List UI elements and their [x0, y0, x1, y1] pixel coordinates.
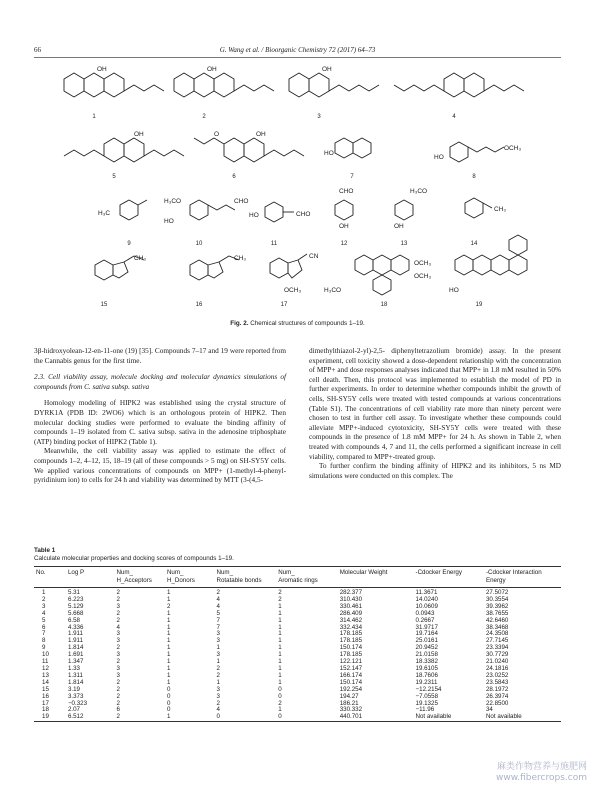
- table-cell: 15: [42, 685, 49, 693]
- table-cell: 10: [42, 651, 49, 659]
- table-header-cell: -Cdocker Interaction Energy: [485, 569, 542, 584]
- table-row: [34, 618, 561, 625]
- table-cell: 4: [116, 623, 120, 631]
- table-cell: 3: [42, 602, 46, 610]
- table-cell: 1: [278, 616, 282, 624]
- table-cell: 2: [278, 589, 282, 596]
- table-cell: 0: [278, 685, 282, 693]
- svg-text:HO: HO: [449, 287, 459, 294]
- table-cell: 21.0240: [485, 658, 509, 666]
- table-cell: 1: [166, 678, 171, 686]
- table-cell: 6: [116, 706, 120, 714]
- table-cell: 18.3382: [415, 658, 438, 666]
- table-cell: 6: [42, 623, 46, 631]
- table-cell: Not available: [485, 713, 522, 721]
- table-header-cell: Log P: [67, 569, 85, 576]
- table-cell: 2: [116, 658, 120, 666]
- table-cell: 2: [116, 595, 120, 603]
- table-cell: 3: [116, 651, 120, 659]
- table-cell: 24.1816: [485, 664, 509, 672]
- table-cell: 150.174: [339, 678, 363, 686]
- left-text-column: [34, 347, 286, 486]
- table-cell: 166.174: [339, 671, 363, 679]
- table-row: [34, 659, 561, 666]
- table-cell: 0: [166, 692, 171, 700]
- table-cell: 6.512: [67, 713, 84, 721]
- table-cell: 34: [485, 706, 493, 714]
- table-cell: 2: [116, 589, 120, 596]
- table-row: [34, 666, 561, 673]
- table-cell: 31.9717: [415, 623, 438, 631]
- table-cell: 1: [278, 623, 282, 631]
- table-cell: 178.185: [339, 637, 363, 645]
- table-cell: 1: [166, 671, 171, 679]
- table-cell: 1: [278, 664, 282, 672]
- figure-caption-label: Fig. 2.: [230, 320, 249, 327]
- svg-text:H₃CO: H₃CO: [410, 188, 428, 195]
- compound-number-label: 4: [452, 114, 456, 120]
- table-cell: 1: [278, 671, 282, 679]
- table-cell: 25.0161: [415, 637, 438, 645]
- table-header-cell: Num_ Rotatable bonds: [216, 569, 262, 584]
- paragraph: 3β-hidroxyolean-12-en-11-one (19) [35]. Compounds 7–17 and 19 were reported from the Cannabis genus for the first time.: [34, 347, 286, 365]
- table-row: [34, 611, 561, 618]
- table-row: [34, 714, 561, 721]
- table-cell: 2.07: [67, 706, 80, 714]
- paragraph: Meanwhile, the cell viability assay was applied to estimate the effect of compounds 1–2, 4–12, 15, 18–19 (all of these compounds > 5 mg) on SH-SY5Y cells. We applied various concentrations of compounds on MPP+ (1-methyl-4-phenyl-pyridinium ion) to cells for 24 h and viability was determined by MTT (3-(4,5-: [34, 447, 286, 485]
- right-text-column: [309, 347, 561, 481]
- table-row: [34, 638, 561, 645]
- table-cell: 0: [278, 692, 282, 700]
- svg-text:CH₃: CH₃: [494, 206, 507, 213]
- table-cell: 2: [278, 699, 282, 707]
- table-cell: 2: [166, 602, 171, 610]
- svg-text:OH: OH: [256, 131, 266, 138]
- svg-text:CHO: CHO: [339, 188, 354, 195]
- table-cell: 38.3468: [485, 623, 509, 631]
- table-cell: 178.185: [339, 651, 363, 659]
- table-cell: 1: [278, 651, 282, 659]
- table-cell: 3: [216, 630, 220, 638]
- table-cell: 1: [278, 644, 282, 652]
- table-cell: 3: [116, 630, 120, 638]
- table-cell: 5.129: [67, 602, 84, 610]
- table-cell: 12: [42, 664, 49, 672]
- svg-text:CHO: CHO: [296, 211, 311, 218]
- table-cell: 1: [166, 637, 171, 645]
- table-cell: 18.7606: [415, 671, 438, 679]
- svg-text:HO: HO: [324, 150, 334, 157]
- table-cell: 1.311: [67, 671, 83, 679]
- table-cell: 1: [278, 630, 282, 638]
- compound-number-label: 15: [100, 302, 108, 308]
- table-title: Table 1: [34, 547, 56, 554]
- table-header-row: [34, 567, 561, 588]
- table-row: [34, 645, 561, 652]
- compound-number-label: 12: [340, 241, 348, 247]
- compound-number-label: 3: [317, 114, 321, 120]
- table-cell: 5: [42, 616, 46, 624]
- table-cell: Not available: [415, 713, 452, 721]
- table-cell: 2: [116, 713, 120, 721]
- table-cell: 4: [216, 602, 220, 610]
- table-cell: 26.3974: [485, 692, 509, 700]
- svg-text:CH₃: CH₃: [134, 255, 147, 262]
- table-cell: 1: [166, 644, 171, 652]
- table-cell: −12.2154: [415, 685, 442, 693]
- table-row: [34, 631, 561, 638]
- table-cell: 286.409: [339, 609, 363, 617]
- table-cell: 1.911: [67, 637, 83, 645]
- table-row: [34, 687, 561, 694]
- table-cell: 1: [166, 616, 171, 624]
- compound-number-label: 18: [380, 302, 388, 308]
- table-row: [34, 701, 561, 708]
- table-cell: 1: [278, 637, 282, 645]
- table-cell: 19.6105: [415, 664, 438, 672]
- svg-text:HO: HO: [164, 218, 174, 225]
- table-cell: 4: [216, 706, 220, 714]
- page-number: 66: [34, 46, 41, 54]
- table-cell: 22.8500: [485, 699, 509, 707]
- table-cell: 0: [216, 713, 220, 721]
- table-cell: 10.0609: [415, 602, 438, 610]
- table-cell: −0.323: [67, 699, 88, 707]
- table-cell: 3: [216, 651, 220, 659]
- table-cell: 3: [116, 637, 120, 645]
- table-header-cell: Num_ H_Acceptors: [116, 569, 152, 584]
- table-cell: 14.0240: [415, 595, 438, 603]
- svg-text:O: O: [214, 131, 220, 138]
- molecular-properties-table: [34, 566, 561, 722]
- table-cell: 1.814: [67, 644, 84, 652]
- table-cell: 3.19: [67, 685, 80, 693]
- table-cell: 38.7655: [485, 609, 509, 617]
- svg-text:H₃CO: H₃CO: [324, 287, 342, 294]
- table-cell: 1.911: [67, 630, 83, 638]
- table-cell: 2: [116, 692, 120, 700]
- table-description: Calculate molecular properties and docking scores of compounds 1–19.: [34, 555, 234, 562]
- table-cell: 1.691: [67, 651, 84, 659]
- table-cell: 14: [42, 678, 49, 686]
- table-cell: 19: [42, 713, 49, 721]
- svg-text:OH: OH: [207, 66, 217, 73]
- svg-text:HO: HO: [434, 154, 444, 161]
- table-cell: 6.223: [67, 595, 84, 603]
- table-cell: 2: [216, 589, 220, 596]
- table-cell: 13: [42, 671, 49, 679]
- running-header: [34, 46, 561, 54]
- table-cell: 310.430: [339, 595, 363, 603]
- table-cell: 1: [278, 706, 282, 714]
- table-row: [34, 707, 561, 714]
- table-cell: 28.1972: [485, 685, 509, 693]
- table-cell: 4: [42, 609, 46, 617]
- table-body: [34, 588, 561, 722]
- table-cell: 1.33: [67, 664, 80, 672]
- table-cell: 1.347: [67, 658, 84, 666]
- table-cell: 3: [116, 602, 120, 610]
- table-row: [34, 680, 561, 687]
- table-cell: 1: [166, 658, 171, 666]
- svg-text:OH: OH: [97, 66, 107, 73]
- svg-text:H₃CO: H₃CO: [164, 198, 182, 205]
- compound-number-label: 1: [92, 114, 96, 120]
- table-cell: −11.96: [415, 706, 435, 714]
- table-cell: 2: [116, 616, 120, 624]
- figure-caption-text: Chemical structures of compounds 1–19.: [250, 320, 365, 327]
- svg-text:CH₃: CH₃: [234, 255, 247, 262]
- table-cell: 7: [42, 630, 46, 638]
- watermark-line: www.fibercrops.com: [496, 773, 587, 783]
- table-cell: 178.185: [339, 630, 363, 638]
- header-rule: [34, 57, 561, 58]
- table-cell: 0.2667: [415, 616, 435, 624]
- table-cell: 1: [166, 651, 171, 659]
- table-cell: 1: [166, 589, 171, 596]
- table-cell: 39.3962: [485, 602, 509, 610]
- table-cell: 1.814: [67, 678, 84, 686]
- table-cell: −7.0558: [415, 692, 439, 700]
- compound-number-label: 17: [280, 302, 288, 308]
- table-cell: 0: [166, 685, 171, 693]
- svg-text:OCH₃: OCH₃: [504, 145, 522, 152]
- svg-text:OH: OH: [339, 223, 349, 230]
- table-cell: 1: [166, 595, 171, 603]
- svg-text:OCH₃: OCH₃: [414, 260, 432, 267]
- table-cell: 5.31: [67, 589, 80, 596]
- table-row: [34, 652, 561, 659]
- compound-number-label: 8: [472, 174, 476, 180]
- table-cell: 1: [278, 658, 282, 666]
- table-row: [34, 625, 561, 632]
- compound-number-label: 19: [475, 302, 483, 308]
- table-cell: 3.373: [67, 692, 84, 700]
- compound-number-label: 6: [232, 174, 236, 180]
- table-cell: 42.6460: [485, 616, 509, 624]
- table-cell: 30.3554: [485, 595, 509, 603]
- table-cell: 7: [216, 616, 220, 624]
- compound-number-label: 14: [470, 241, 478, 247]
- table-cell: 1: [166, 713, 171, 721]
- table-cell: 2: [216, 671, 220, 679]
- table-cell: 122.121: [339, 658, 363, 666]
- table-row: [34, 694, 561, 701]
- table-cell: 1: [278, 602, 282, 610]
- compound-number-label: 11: [270, 241, 278, 247]
- table-cell: 23.3394: [485, 644, 509, 652]
- compound-number-label: 2: [202, 114, 206, 120]
- table-cell: 19.7164: [415, 630, 438, 638]
- table-cell: 1: [216, 678, 220, 686]
- table-cell: 2: [116, 644, 120, 652]
- table-header-cell: -Cdocker Energy: [415, 569, 462, 576]
- table-cell: 5: [216, 609, 220, 617]
- svg-text:HO: HO: [249, 212, 259, 219]
- svg-text:H₃C: H₃C: [98, 210, 111, 217]
- table-cell: 1: [216, 658, 220, 666]
- svg-text:OH: OH: [134, 131, 144, 138]
- table-cell: 3: [216, 692, 220, 700]
- table-cell: 18: [42, 706, 49, 714]
- table-row: [34, 588, 561, 597]
- compound-number-label: 7: [350, 174, 354, 180]
- compound-number-label: 13: [400, 241, 408, 247]
- table-cell: 2: [116, 609, 120, 617]
- paragraph: dimethylthiazol-2-yl)-2,5- diphenyltetrazolium bromide) assay. In the present experiment, cell toxicity showed a dose-dependent relationship with the concentration of MPP+ and dose responses analyses indicated that MPP+ in 1.8 mM resulted in 50% cell death. Then, this protocol was implemented to establish the model of PD in further experiments. In order to determine whether compounds inhibit the growth of cells, SH-SY5Y cells were treated with tested compounds at various concentrations (Table S1). The concentrations of cell viability rate more than ninety percent were chosen to test in further cell assay. To investigate whether these compounds could alleviate MPP+-induced cytotoxicity, SH-SY5Y cells were treated with these compounds in the presence of 1.8 mM MPP+ for 24 h. As shown in Table 2, when treated with compounds 4, 7 and 11, the cells performed a significant increase in cell viability, compared to MPP+-treated group.: [309, 347, 561, 461]
- table-cell: 21.0158: [415, 651, 438, 659]
- table-cell: 27.7145: [485, 637, 509, 645]
- paragraph: To further confirm the binding affinity of HIPK2 and its inhibitors, 5 ns MD simulations were conducted on this complex. The: [309, 462, 561, 480]
- table-cell: 3: [216, 685, 220, 693]
- section-heading: 2.3. Cell viability assay, molecule docking and molecular dynamics simulations of compounds from C. sativa subsp. sativa: [34, 373, 286, 391]
- table-cell: 23.0252: [485, 671, 509, 679]
- table-cell: 2: [216, 664, 220, 672]
- svg-text:OCH₃: OCH₃: [414, 273, 432, 280]
- table-header-cell: Molecular Weight: [339, 569, 388, 576]
- table-cell: 0: [278, 713, 282, 721]
- table-cell: 2: [216, 699, 220, 707]
- table-cell: 11: [42, 658, 49, 666]
- table-header-cell: Num_ H_Donors: [166, 569, 195, 584]
- table-cell: 3: [116, 671, 120, 679]
- compound-number-label: 10: [195, 241, 203, 247]
- table-cell: 282.377: [339, 589, 363, 596]
- table-cell: 3: [216, 637, 220, 645]
- table-cell: 1: [278, 678, 282, 686]
- table-cell: 1: [166, 609, 171, 617]
- table-cell: 6.58: [67, 616, 80, 624]
- table-cell: 30.7729: [485, 651, 509, 659]
- table-cell: 330.332: [339, 706, 363, 714]
- table-cell: 1: [166, 623, 171, 631]
- table-cell: 4.336: [67, 623, 84, 631]
- watermark-line: 麻类作物营养与施肥网: [496, 762, 587, 772]
- table-cell: 2: [42, 595, 46, 603]
- table-cell: 8: [42, 637, 46, 645]
- table-cell: 332.434: [339, 623, 363, 631]
- table-cell: 2: [116, 699, 120, 707]
- svg-text:CN: CN: [309, 253, 319, 260]
- table-row: [34, 597, 561, 604]
- table-row: [34, 604, 561, 611]
- compound-number-label: 5: [112, 174, 116, 180]
- table-cell: 4: [216, 595, 220, 603]
- svg-text:CHO: CHO: [234, 198, 249, 205]
- table-cell: 2: [116, 678, 120, 686]
- table-cell: 7: [216, 623, 220, 631]
- table-cell: 192.254: [339, 685, 363, 693]
- table-row: [34, 673, 561, 680]
- compound-number-label: 9: [127, 241, 131, 247]
- table-cell: 314.462: [339, 616, 363, 624]
- table-cell: 17: [42, 699, 49, 707]
- svg-text:OCH₃: OCH₃: [284, 287, 302, 294]
- table-cell: 9: [42, 644, 46, 652]
- figure-caption: [0, 320, 595, 327]
- table-cell: 5.668: [67, 609, 84, 617]
- table-cell: 0: [166, 706, 171, 714]
- table-cell: 0: [166, 699, 171, 707]
- table-cell: 440.701: [339, 713, 363, 721]
- table-cell: 11.3671: [415, 589, 438, 596]
- table-cell: 16: [42, 692, 49, 700]
- table-cell: 150.174: [339, 644, 363, 652]
- table-cell: 194.27: [339, 692, 359, 700]
- chemical-structures-figure: [34, 60, 561, 318]
- table-cell: 1: [42, 589, 46, 596]
- table-cell: 1: [216, 644, 220, 652]
- table-cell: 24.3508: [485, 630, 509, 638]
- svg-text:OH: OH: [322, 66, 332, 73]
- table-cell: 20.9452: [415, 644, 438, 652]
- paragraph: Homology modeling of HIPK2 was established using the crystal structure of DYRK1A (PDB ID: 2WO6) which is an orthologous protein of HIPK2. Then molecular docking studies were performed to evaluate the binding affinity of compounds 1–19 isolated from C. sativa subsp. sativa in the adenosine triphosphate (ATP) binding pocket of HIPK2 (Table 1).: [34, 399, 286, 446]
- table-header-cell: No.: [36, 569, 46, 576]
- table-cell: 186.21: [339, 699, 359, 707]
- table-cell: 152.147: [339, 664, 363, 672]
- table-cell: 0.0943: [415, 609, 435, 617]
- table-cell: 23.5843: [485, 678, 509, 686]
- table-cell: 2: [116, 685, 120, 693]
- table-cell: 19.2311: [415, 678, 438, 686]
- table-cell: 330.461: [339, 602, 363, 610]
- svg-text:OH: OH: [394, 223, 404, 230]
- compound-number-label: 16: [195, 302, 203, 308]
- table-cell: 1: [278, 609, 282, 617]
- table-cell: 27.5072: [485, 589, 509, 596]
- table-cell: 3: [116, 664, 120, 672]
- journal-citation: G. Wang et al. / Bioorganic Chemistry 72 (2017) 64–73: [219, 46, 376, 54]
- table-cell: 19.1325: [415, 699, 438, 707]
- table-cell: 1: [166, 664, 171, 672]
- table-cell: 2: [278, 595, 282, 603]
- watermark: [496, 762, 587, 784]
- table-header-cell: Num_ Aromatic rings: [278, 569, 318, 584]
- table-cell: 1: [166, 630, 171, 638]
